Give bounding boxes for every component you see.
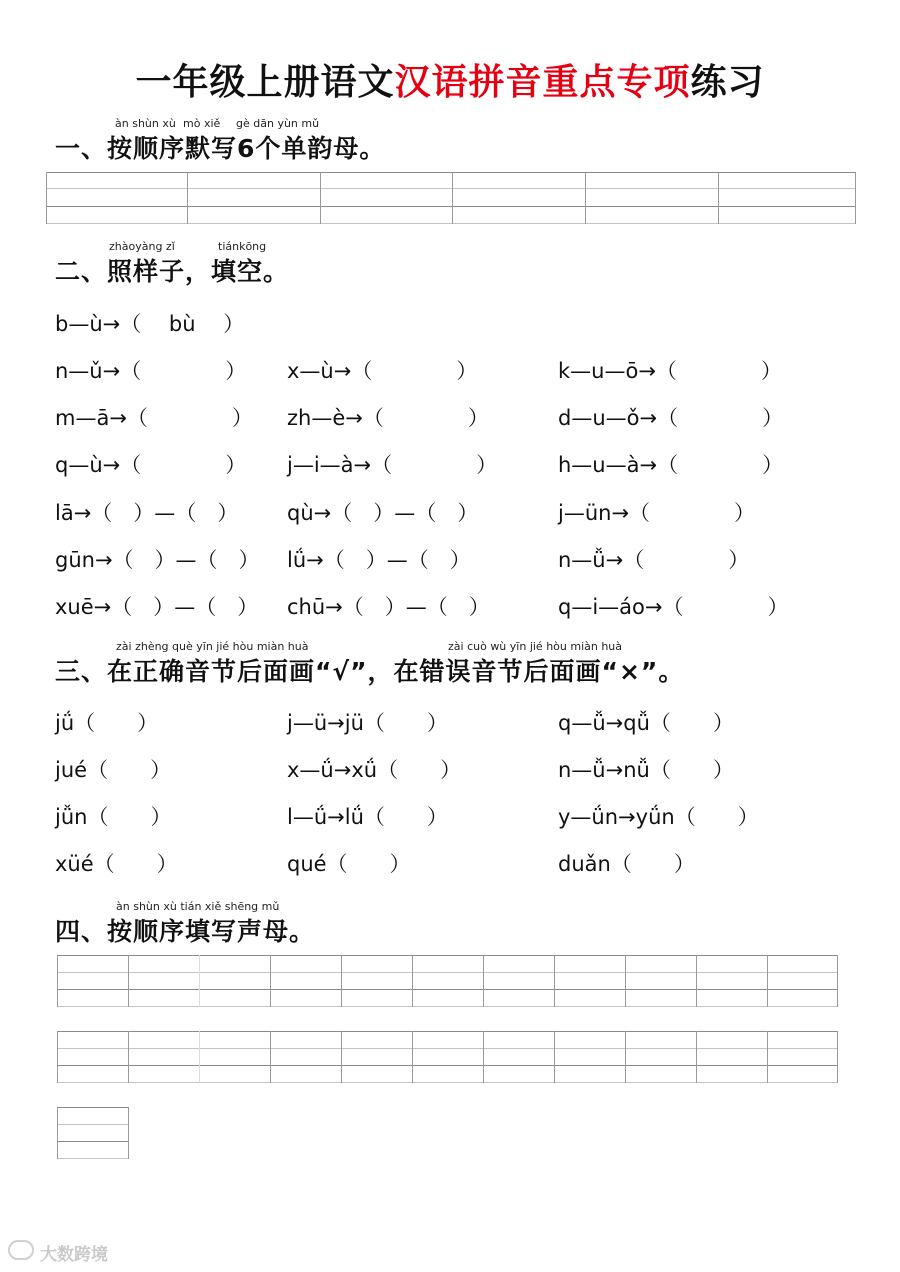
exercise-item[interactable]: qù→（ ）—（ ） — [287, 501, 479, 525]
exercise-item[interactable]: x—ù→（ ） — [287, 359, 478, 383]
exercise-item[interactable]: m—ā→（ ） — [55, 406, 253, 430]
exercise-item[interactable]: chū→（ ）—（ ） — [287, 595, 490, 619]
writing-grid-initials-row-2[interactable] — [57, 1031, 838, 1083]
exercise-item[interactable]: lǘ→（ ）—（ ） — [287, 548, 471, 572]
writing-grid-initials-row-3[interactable] — [57, 1107, 129, 1159]
writing-grid-initials-row-1[interactable] — [57, 955, 838, 1007]
exercise-item[interactable]: h—u—à→（ ） — [558, 453, 784, 477]
pinyin-annotation: zài zhèng què yīn jié hòu miàn huà — [116, 640, 309, 653]
pinyin-annotation: àn shùn xù — [115, 117, 176, 130]
section-heading-2: 二、照样子，填空。 — [55, 257, 290, 286]
exercise-item[interactable]: qué（ ） — [287, 852, 411, 876]
exercise-item[interactable]: n—ǔ→（ ） — [55, 359, 247, 383]
exercise-item[interactable]: y—ǘn→yǘn（ ） — [558, 805, 759, 829]
exercise-item[interactable]: b—ù→（ bù ） — [55, 312, 245, 336]
watermark-logo-icon — [8, 1240, 34, 1260]
exercise-item[interactable]: j—ü→jü（ ） — [287, 711, 448, 735]
pinyin-annotation: zhàoyàng zǐ — [109, 240, 175, 253]
watermark: 大数跨境 — [40, 1245, 108, 1265]
exercise-item[interactable]: l—ǘ→lǘ（ ） — [287, 805, 448, 829]
exercise-item[interactable]: jǘ（ ） — [55, 711, 159, 735]
exercise-item[interactable]: x—ǘ→xǘ（ ） — [287, 758, 462, 782]
exercise-item[interactable]: lā→（ ）—（ ） — [55, 501, 239, 525]
exercise-item[interactable]: jǚn（ ） — [55, 805, 172, 829]
section-heading-3: 三、在正确音节后面画“√”，在错误音节后面画“×”。 — [55, 657, 685, 686]
pinyin-annotation: gè dān yùn mǔ — [236, 117, 320, 130]
exercise-item[interactable]: duǎn（ ） — [558, 852, 695, 876]
exercise-item[interactable]: j—i—à→（ ） — [287, 453, 498, 477]
section-heading-4: 四、按顺序填写声母。 — [55, 917, 316, 946]
exercise-item[interactable]: gūn→（ ）—（ ） — [55, 548, 260, 572]
exercise-item[interactable]: n—ǚ→nǚ（ ） — [558, 758, 734, 782]
exercise-item[interactable]: d—u—ǒ→（ ） — [558, 406, 784, 430]
exercise-item[interactable]: j—ün→（ ） — [558, 501, 756, 525]
exercise-item[interactable]: jué（ ） — [55, 758, 172, 782]
exercise-item[interactable]: k—u—ō→（ ） — [558, 359, 782, 383]
pinyin-annotation: zài cuò wù yīn jié hòu miàn huà — [448, 640, 623, 653]
exercise-item[interactable]: zh—è→（ ） — [287, 406, 489, 430]
section-heading-1: 一、按顺序默写6个单韵母。 — [55, 134, 386, 163]
pinyin-annotation: tiánkōng — [218, 240, 267, 253]
exercise-item[interactable]: q—ǚ→qǚ（ ） — [558, 711, 734, 735]
exercise-item[interactable]: xuē→（ ）—（ ） — [55, 595, 259, 619]
exercise-item[interactable]: xüé（ ） — [55, 852, 178, 876]
writing-grid-vowels[interactable] — [46, 172, 856, 224]
exercise-item[interactable]: q—i—áo→（ ） — [558, 595, 789, 619]
pinyin-annotation: àn shùn xù tián xiě shēng mǔ — [116, 900, 280, 913]
exercise-item[interactable]: n—ǚ→（ ） — [558, 548, 750, 572]
exercise-item[interactable]: q—ù→（ ） — [55, 453, 247, 477]
page-title: 一年级上册语文汉语拼音重点专项练习 — [135, 62, 765, 103]
pinyin-annotation: mò xiě — [183, 117, 221, 130]
